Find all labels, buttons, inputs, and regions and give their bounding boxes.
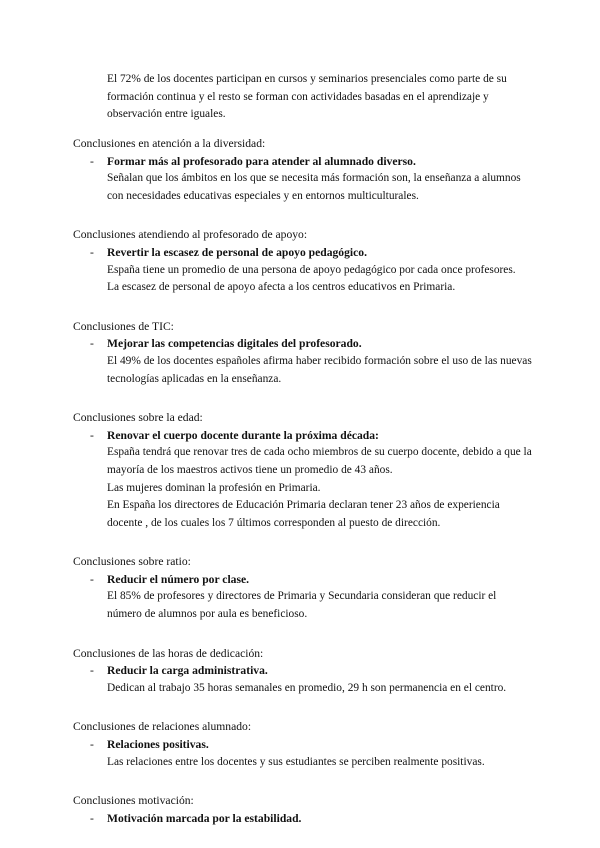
section-tic xyxy=(73,318,533,388)
section-horas-dedicacion xyxy=(73,645,533,698)
section-motivacion xyxy=(73,792,533,827)
dash-bullet: - xyxy=(90,811,94,825)
section-heading: Conclusiones de relaciones alumnado: xyxy=(73,720,252,734)
dash-bullet: - xyxy=(90,428,94,442)
bullet-item xyxy=(73,662,533,697)
item-title: Renovar el cuerpo docente durante la próxima década: xyxy=(107,428,379,442)
item-title: Revertir la escasez de personal de apoyo pedagógico. xyxy=(107,245,367,259)
dash-bullet: - xyxy=(90,664,94,678)
item-title: Relaciones positivas. xyxy=(107,738,209,752)
section-heading: Conclusiones motivación: xyxy=(73,794,194,808)
intro-paragraph: El 72% de los docentes participan en cursos y seminarios presenciales como parte de su formación continua y el resto se forman con actividades basadas en el aprendizaje y observación entre iguales. xyxy=(107,73,507,121)
bullet-item xyxy=(73,427,533,533)
bullet-item xyxy=(73,571,533,624)
dash-bullet: - xyxy=(90,337,94,351)
section-heading: Conclusiones de TIC: xyxy=(73,319,174,333)
item-paragraph: Las mujeres dominan la profesión en Primaria. xyxy=(107,481,321,494)
item-title: Motivación marcada por la estabilidad. xyxy=(107,811,302,825)
item-paragraph: Dedican al trabajo 35 horas semanales en promedio, 29 h son permanencia en el centro. xyxy=(107,681,507,694)
item-title: Formar más al profesorado para atender al alumnado diverso. xyxy=(107,154,416,168)
bullet-item xyxy=(73,153,533,206)
item-paragraph: España tiene un promedio de una persona de apoyo pedagógico por cada once profesores. xyxy=(107,263,516,276)
section-diversidad xyxy=(73,135,533,205)
section-heading: Conclusiones atendiendo al profesorado de apoyo: xyxy=(73,228,308,242)
section-edad xyxy=(73,409,533,532)
section-heading: Conclusiones sobre ratio: xyxy=(73,555,191,569)
item-title: Reducir el número por clase. xyxy=(107,572,250,586)
section-ratio xyxy=(73,553,533,623)
dash-bullet: - xyxy=(90,572,94,586)
dash-bullet: - xyxy=(90,245,94,259)
section-heading: Conclusiones de las horas de dedicación: xyxy=(73,646,264,660)
item-title: Reducir la carga administrativa. xyxy=(107,664,268,678)
item-title: Mejorar las competencias digitales del profesorado. xyxy=(107,337,362,351)
bullet-item xyxy=(73,335,533,388)
item-paragraph: El 49% de los docentes españoles afirma haber recibido formación sobre el uso de las nuevas tecnologías aplicadas en la enseñanza. xyxy=(107,354,532,385)
bullet-item xyxy=(73,736,533,771)
section-heading: Conclusiones en atención a la diversidad: xyxy=(73,137,266,150)
section-relaciones-alumnado xyxy=(73,718,533,771)
item-paragraph: El 85% de profesores y directores de Primaria y Secundaria consideran que reducir el número de alumnos por aula es beneficioso. xyxy=(107,590,497,621)
section-heading: Conclusiones sobre la edad: xyxy=(73,411,203,425)
dash-bullet: - xyxy=(90,738,94,752)
bullet-item xyxy=(73,244,533,297)
item-paragraph: Señalan que los ámbitos en los que se necesita más formación son, la enseñanza a alumnos con necesidades educativas especiales y en entornos multiculturales. xyxy=(107,172,521,202)
dash-bullet: - xyxy=(90,154,94,168)
item-paragraph: España tendrá que renovar tres de cada ocho miembros de su cuerpo docente, debido a que la mayoría de los maestros activos tiene un promedio de 43 años. xyxy=(107,446,532,476)
conclusions-list xyxy=(73,135,533,848)
item-paragraph: La escasez de personal de apoyo afecta a los centros educativos en Primaria. xyxy=(107,281,456,294)
item-paragraph: En España los directores de Educación Primaria declaran tener 23 años de experiencia docente , de los cuales los 7 últimos corresponden al puesto de dirección. xyxy=(107,499,500,529)
section-profesorado-apoyo xyxy=(73,226,533,296)
item-paragraph: Las relaciones entre los docentes y sus estudiantes se perciben realmente positivas. xyxy=(107,755,485,768)
bullet-item xyxy=(73,810,533,828)
